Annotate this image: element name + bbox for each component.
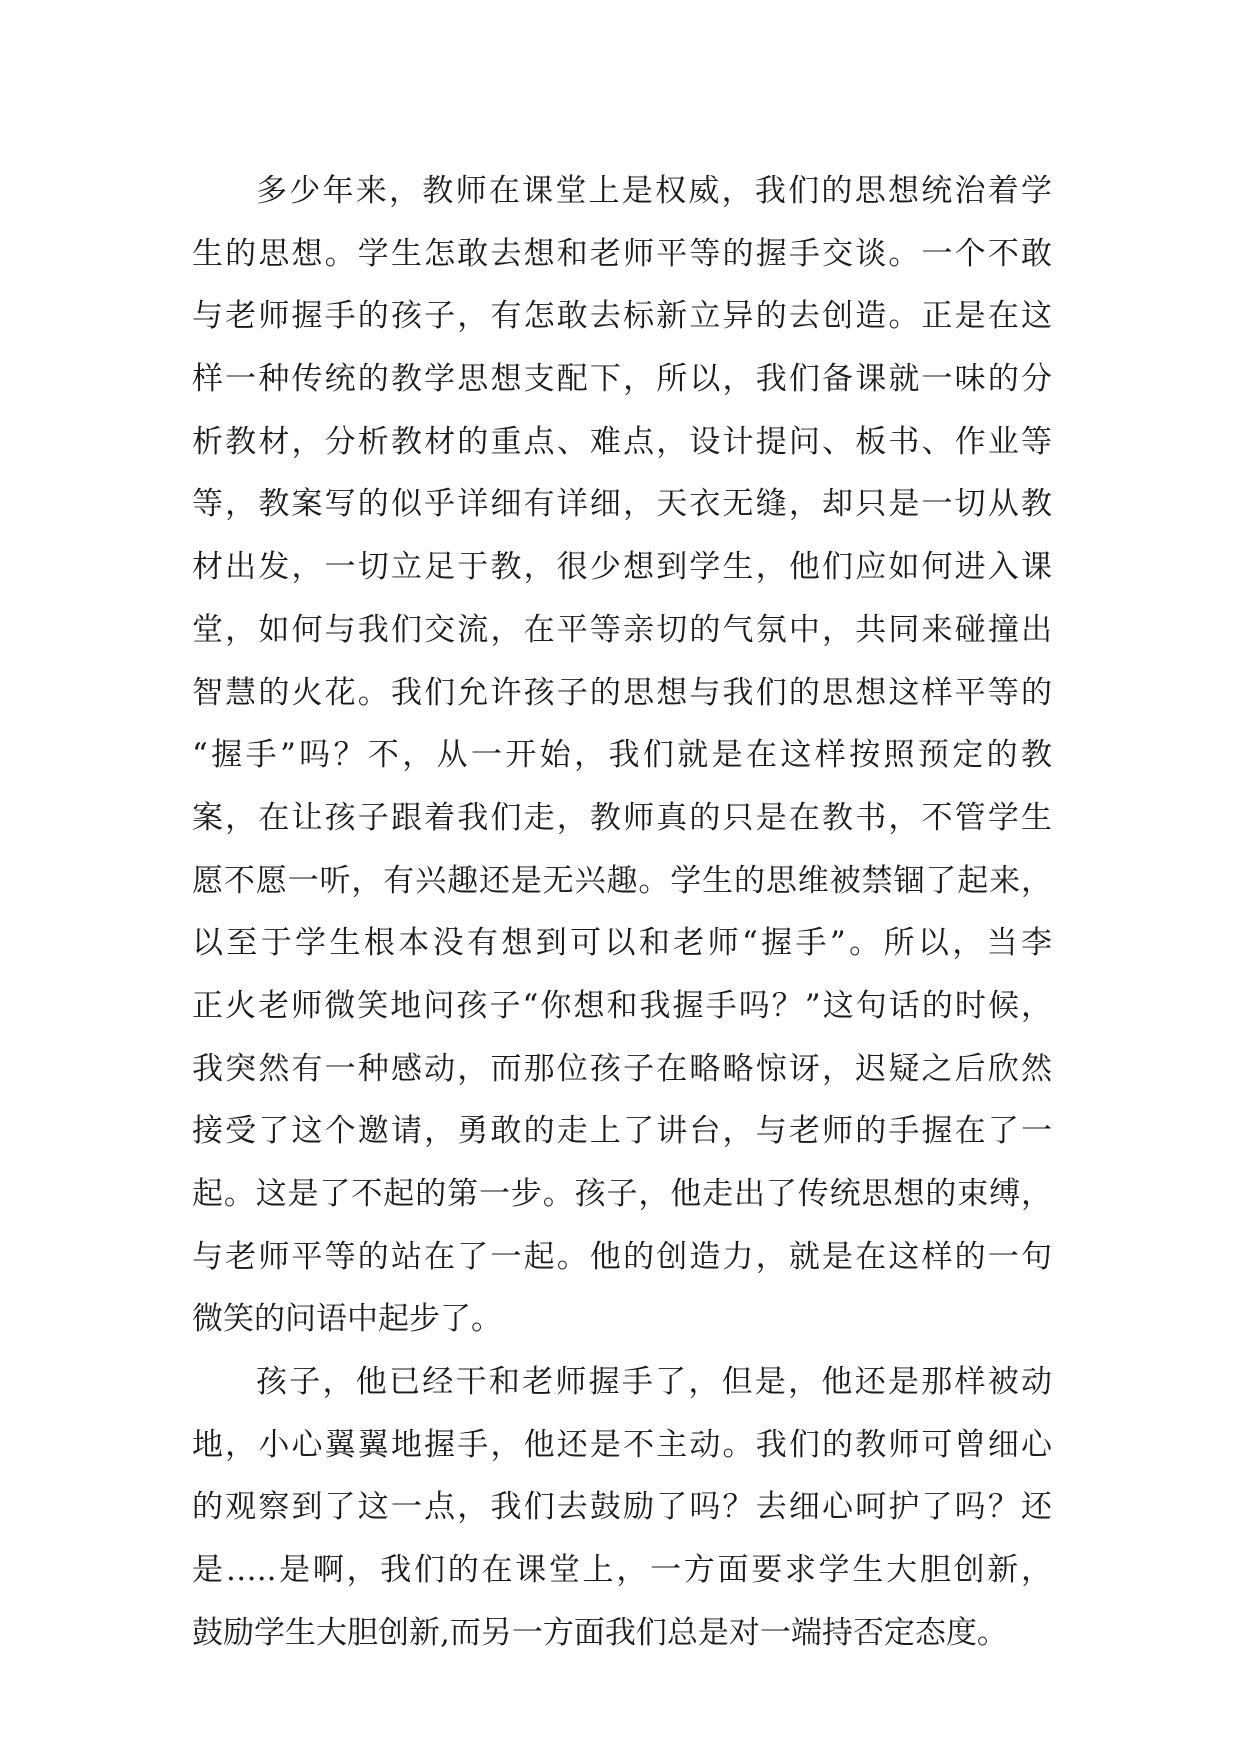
text-line: 多少年来，教师在课堂上是权威，我们的思想统治着学 bbox=[256, 173, 1052, 209]
text-line: 孩子，他已经干和老师握手了，但是，他还是那样被动 bbox=[256, 1364, 1052, 1401]
text-line: 智慧的火花。我们允许孩子的思想与我们的思想这样平等的 bbox=[192, 674, 1052, 711]
text-line: “握手”吗？不，从一开始，我们就是在这样按照预定的教 bbox=[192, 737, 1052, 774]
text-line: 堂，如何与我们交流，在平等亲切的气氛中，共同来碰撞出 bbox=[192, 611, 1052, 648]
text-line: 正火老师微笑地问孩子“你想和我握手吗？”这句话的时候， bbox=[192, 987, 1052, 1024]
text-line: 样一种传统的教学思想支配下，所以，我们备课就一味的分 bbox=[192, 361, 1052, 398]
text-line: 析教材，分析教材的重点、难点，设计提问、板书、作业等 bbox=[192, 423, 1052, 460]
text-line: 的观察到了这一点，我们去鼓励了吗？去细心呵护了吗？还 bbox=[192, 1489, 1052, 1526]
body-text bbox=[192, 160, 1052, 1665]
text-line: 案，在让孩子跟着我们走，教师真的只是在教书，不管学生 bbox=[192, 799, 1052, 836]
text-line: 我突然有一种感动，而那位孩子在略略惊讶，迟疑之后欣然 bbox=[192, 1050, 1052, 1087]
paragraph-1 bbox=[192, 160, 1052, 1351]
text-line: 接受了这个邀请，勇敢的走上了讲台，与老师的手握在了一 bbox=[192, 1113, 1052, 1150]
text-line: 与老师握手的孩子，有怎敢去标新立异的去创造。正是在这 bbox=[192, 298, 1052, 335]
text-line: 生的思想。学生怎敢去想和老师平等的握手交谈。一个不敢 bbox=[192, 235, 1052, 272]
text-line: 以至于学生根本没有想到可以和老师“握手”。所以，当李 bbox=[192, 925, 1052, 962]
paragraph-2 bbox=[192, 1351, 1052, 1664]
text-line: 愿不愿一听，有兴趣还是无兴趣。学生的思维被禁锢了起来， bbox=[192, 862, 1052, 899]
text-line: 材出发，一切立足于教，很少想到学生，他们应如何进入课 bbox=[192, 549, 1052, 586]
text-line: 起。这是了不起的第一步。孩子，他走出了传统思想的束缚， bbox=[192, 1176, 1052, 1212]
text-line: 地，小心翼翼地握手，他还是不主动。我们的教师可曾细心 bbox=[192, 1426, 1052, 1463]
text-line: 等，教案写的似乎详细有详细，天衣无缝，却只是一切从教 bbox=[192, 486, 1052, 523]
text-line: 微笑的问语中起步了。 bbox=[192, 1301, 502, 1338]
text-line: 是…..是啊，我们的在课堂上，一方面要求学生大胆创新， bbox=[192, 1552, 1052, 1589]
text-line: 鼓励学生大胆创新,而另一方面我们总是对一端持否定态度。 bbox=[192, 1614, 1008, 1651]
text-line: 与老师平等的站在了一起。他的创造力，就是在这样的一句 bbox=[192, 1238, 1052, 1275]
